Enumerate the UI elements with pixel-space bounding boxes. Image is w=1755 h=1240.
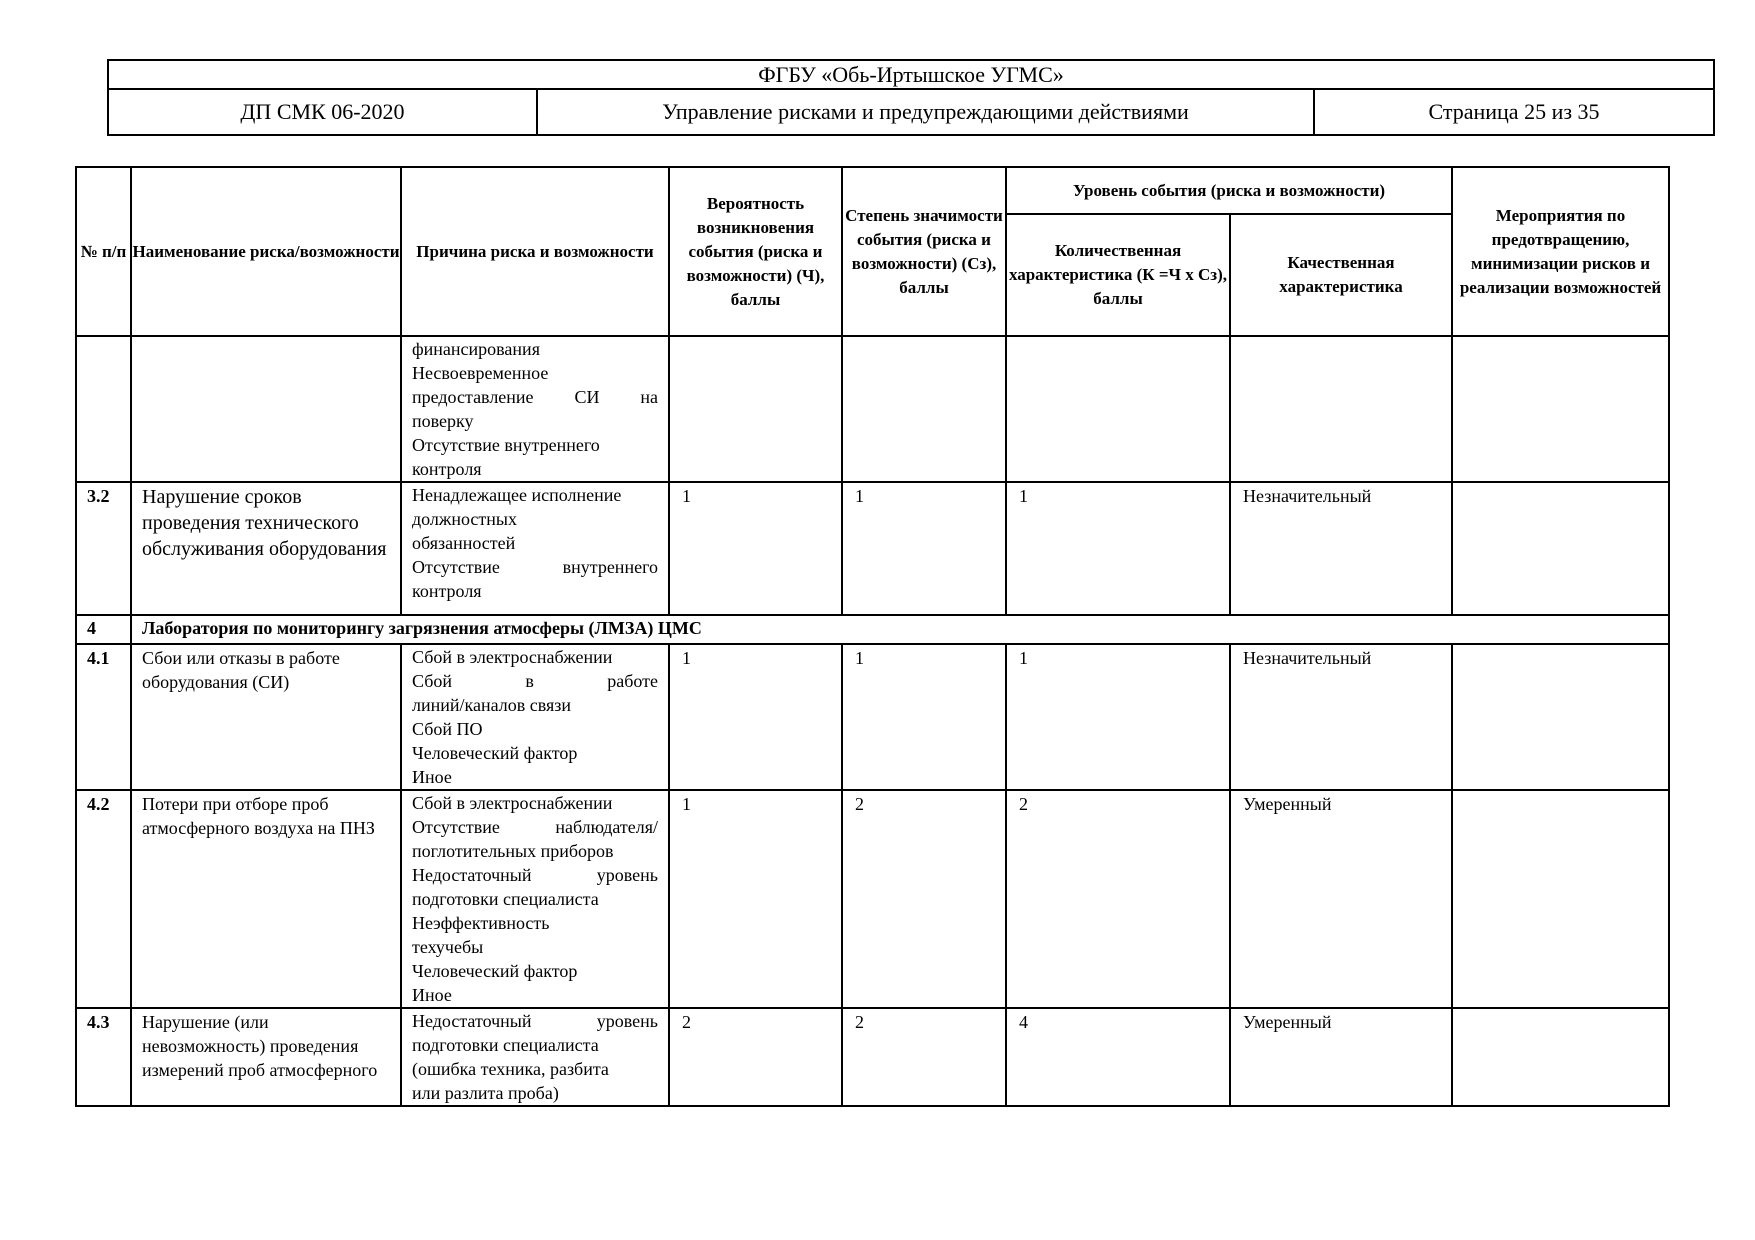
- document-title: Управление рисками и предупреждающими действиями: [538, 90, 1315, 134]
- header-quantitative: Количественная характеристика (К =Ч х Сз), баллы: [1006, 214, 1230, 336]
- table-row: [76, 790, 1669, 1008]
- cause-line: предоставление СИ на: [412, 387, 658, 407]
- cause-line: Сбой ПО: [412, 719, 483, 739]
- cell-measures: [1452, 1008, 1669, 1106]
- cell-qualitative: Умеренный: [1230, 1008, 1452, 1106]
- cell-cause: [401, 1008, 669, 1106]
- cell-cause: [401, 644, 669, 790]
- cause-line: Человеческий фактор: [412, 961, 578, 981]
- cause-line: Иное: [412, 985, 452, 1005]
- section-num: 4: [76, 615, 131, 644]
- cause-line: линий/каналов связи: [412, 695, 572, 715]
- cell-cause: [401, 482, 669, 615]
- document-code: ДП СМК 06-2020: [109, 90, 538, 134]
- cell-name: Нарушение сроков проведения технического обслуживания оборудования: [131, 482, 401, 615]
- cause-line: обязанностей: [412, 533, 516, 553]
- cell-num: [76, 336, 131, 482]
- cell-name: Нарушение (или невозможность) проведения измерений проб атмосферного: [131, 1008, 401, 1106]
- table-row: [76, 644, 1669, 790]
- cell-measures: [1452, 336, 1669, 482]
- document-header: [107, 59, 1715, 136]
- section-row: [76, 615, 1669, 644]
- cause-line: финансирования: [412, 339, 540, 359]
- cell-significance: 1: [842, 644, 1006, 790]
- table-row: [76, 336, 1669, 482]
- cause-line: подготовки специалиста: [412, 1035, 599, 1055]
- cell-quantitative: 1: [1006, 482, 1230, 615]
- cell-quantitative: 2: [1006, 790, 1230, 1008]
- cell-probability: 1: [669, 482, 842, 615]
- cell-num: 3.2: [76, 482, 131, 615]
- header-level: Уровень события (риска и возможности): [1006, 167, 1452, 214]
- cell-measures: [1452, 482, 1669, 615]
- cell-quantitative: 4: [1006, 1008, 1230, 1106]
- cell-significance: 2: [842, 790, 1006, 1008]
- cell-cause: [401, 790, 669, 1008]
- header-cause: Причина риска и возможности: [401, 167, 669, 336]
- cause-line: Отсутствие внутреннего: [412, 557, 658, 577]
- section-title: Лаборатория по мониторингу загрязнения атмосферы (ЛМЗА) ЦМС: [131, 615, 1669, 644]
- cause-line: Ненадлежащее исполнение: [412, 485, 622, 505]
- table-row: [76, 482, 1669, 615]
- cause-line: контроля: [412, 459, 482, 479]
- header-measures: Мероприятия по предотвращению, минимизации рисков и реализации возможностей: [1452, 167, 1669, 336]
- cause-line: техучебы: [412, 937, 484, 957]
- cell-name: Потери при отборе проб атмосферного воздуха на ПНЗ: [131, 790, 401, 1008]
- header-name: Наименование риска/возможности: [131, 167, 401, 336]
- cause-line: Отсутствие внутреннего: [412, 435, 600, 455]
- cause-line: должностных: [412, 509, 518, 529]
- cell-num: 4.2: [76, 790, 131, 1008]
- cause-line: Сбой в работе: [412, 671, 658, 691]
- cell-measures: [1452, 644, 1669, 790]
- cause-line: поглотительных приборов: [412, 841, 614, 861]
- cell-probability: 2: [669, 1008, 842, 1106]
- cause-line: (ошибка техника, разбита: [412, 1059, 609, 1079]
- organization-name: ФГБУ «Обь-Иртышское УГМС»: [109, 61, 1713, 90]
- cause-line: поверку: [412, 411, 474, 431]
- cause-line: Человеческий фактор: [412, 743, 578, 763]
- cause-line: контроля: [412, 581, 482, 601]
- cell-quantitative: 1: [1006, 644, 1230, 790]
- cause-line: Несвоевременное: [412, 363, 549, 383]
- cause-line: Иное: [412, 767, 452, 787]
- cell-qualitative: Незначительный: [1230, 482, 1452, 615]
- header-num: № п/п: [76, 167, 131, 336]
- cause-line: Недостаточный уровень: [412, 1011, 658, 1031]
- cause-line: или разлита проба): [412, 1083, 559, 1103]
- cell-quantitative: [1006, 336, 1230, 482]
- cause-line: Неэффективность: [412, 913, 550, 933]
- cell-name: [131, 336, 401, 482]
- cell-num: 4.1: [76, 644, 131, 790]
- cell-probability: 1: [669, 644, 842, 790]
- cause-line: Сбой в электроснабжении: [412, 793, 613, 813]
- page-number: Страница 25 из 35: [1428, 99, 1600, 124]
- cell-qualitative: [1230, 336, 1452, 482]
- cell-name: Сбои или отказы в работе оборудования (СИ): [131, 644, 401, 790]
- cause-line: Недостаточный уровень: [412, 865, 658, 885]
- cause-line: подготовки специалиста: [412, 889, 599, 909]
- cell-qualitative: Незначительный: [1230, 644, 1452, 790]
- header-significance: Степень значимости события (риска и возможности) (Сз), баллы: [842, 167, 1006, 336]
- cell-num: 4.3: [76, 1008, 131, 1106]
- cause-line: Отсутствие наблюдателя/: [412, 817, 658, 837]
- header-probability: Вероятность возникновения события (риска и возможности) (Ч), баллы: [669, 167, 842, 336]
- cell-significance: 2: [842, 1008, 1006, 1106]
- cell-probability: 1: [669, 790, 842, 1008]
- header-qualitative: Качественная характеристика: [1230, 214, 1452, 336]
- cause-line: Сбой в электроснабжении: [412, 647, 613, 667]
- risk-table: [75, 166, 1670, 1107]
- cell-significance: [842, 336, 1006, 482]
- cell-significance: 1: [842, 482, 1006, 615]
- table-row: [76, 1008, 1669, 1106]
- cell-cause: [401, 336, 669, 482]
- cell-qualitative: Умеренный: [1230, 790, 1452, 1008]
- cell-measures: [1452, 790, 1669, 1008]
- cell-probability: [669, 336, 842, 482]
